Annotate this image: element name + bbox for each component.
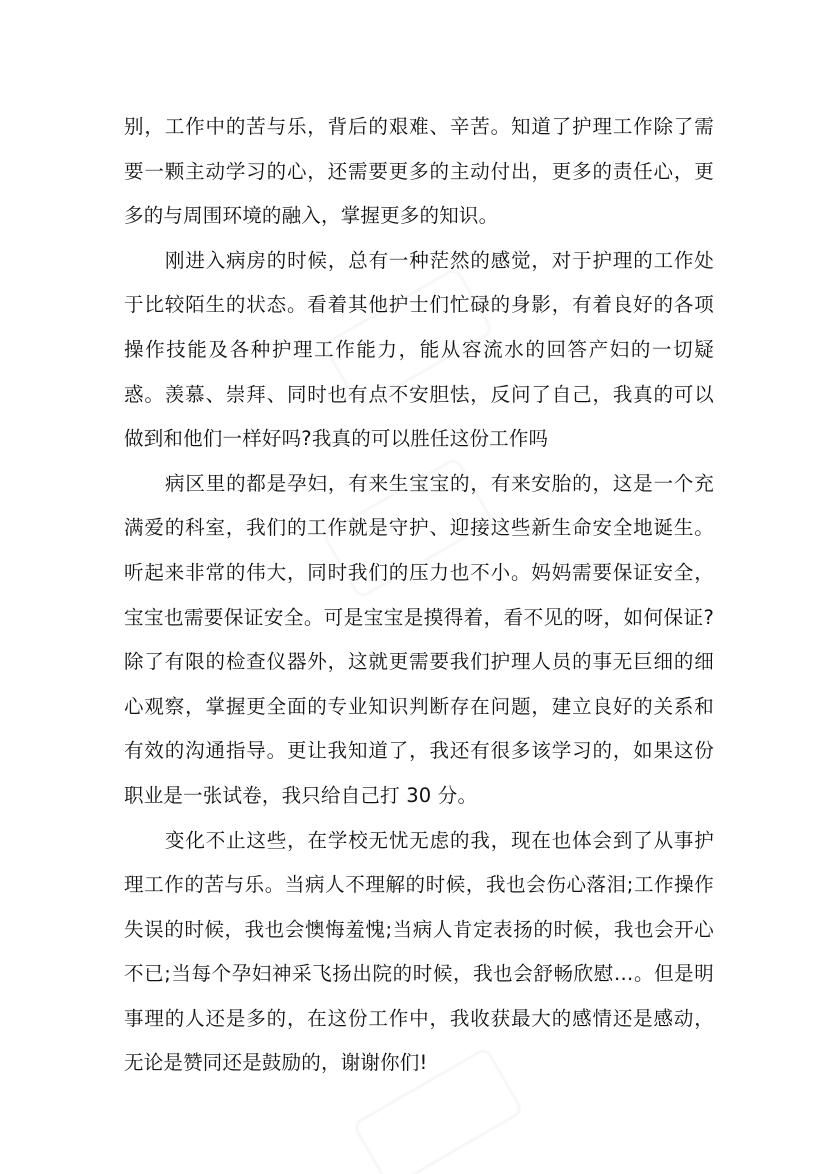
paragraph: 变化不止这些，在学校无忧无虑的我，现在也体会到了从事护理工作的苦与乐。当病人不理解的时候，我也会伤心落泪;工作操作失误的时候，我也会懊悔羞愧;当病人肯定表扬的时候，我也会开心不已;当每个孕妇神采飞扬出院的时候，我也会舒畅欣慰…。但是明事理的人还是多的，在这份工作中，我收获最大的感情还是感动，无论是赞同还是鼓励的，谢谢你们! — [124, 828, 714, 1075]
paragraph: 刚进入病房的时候，总有一种茫然的感觉，对于护理的工作处于比较陌生的状态。看着其他护士们忙碌的身影，有着良好的各项操作技能及各种护理工作能力，能从容流水的回答产妇的一切疑惑。羡慕、崇拜、同时也有点不安胆怯，反问了自己，我真的可以做到和他们一样好吗?我真的可以胜任这份工作吗 — [124, 248, 714, 451]
paragraph: 别，工作中的苦与乐，背后的艰难、辛苦。知道了护理工作除了需要一颗主动学习的心，还需要更多的主动付出，更多的责任心，更多的与周围环境的融入，掌握更多的知识。 — [124, 115, 714, 228]
paragraph: 病区里的都是孕妇，有来生宝宝的，有来安胎的，这是一个充满爱的科室，我们的工作就是守护、迎接这些新生命安全地诞生。听起来非常的伟大，同时我们的压力也不小。妈妈需要保证安全，宝宝也需要保证安全。可是宝宝是摸得着，看不见的呀，如何保证?除了有限的检查仪器外，这就更需要我们护理人员的事无巨细的细心观察，掌握更全面的专业知识判断存在问题，建立良好的关系和有效的沟通指导。更让我知道了，我还有很多该学习的，如果这份职业是一张试卷，我只给自己打 30 分。 — [124, 471, 714, 807]
document-body — [124, 105, 714, 1086]
